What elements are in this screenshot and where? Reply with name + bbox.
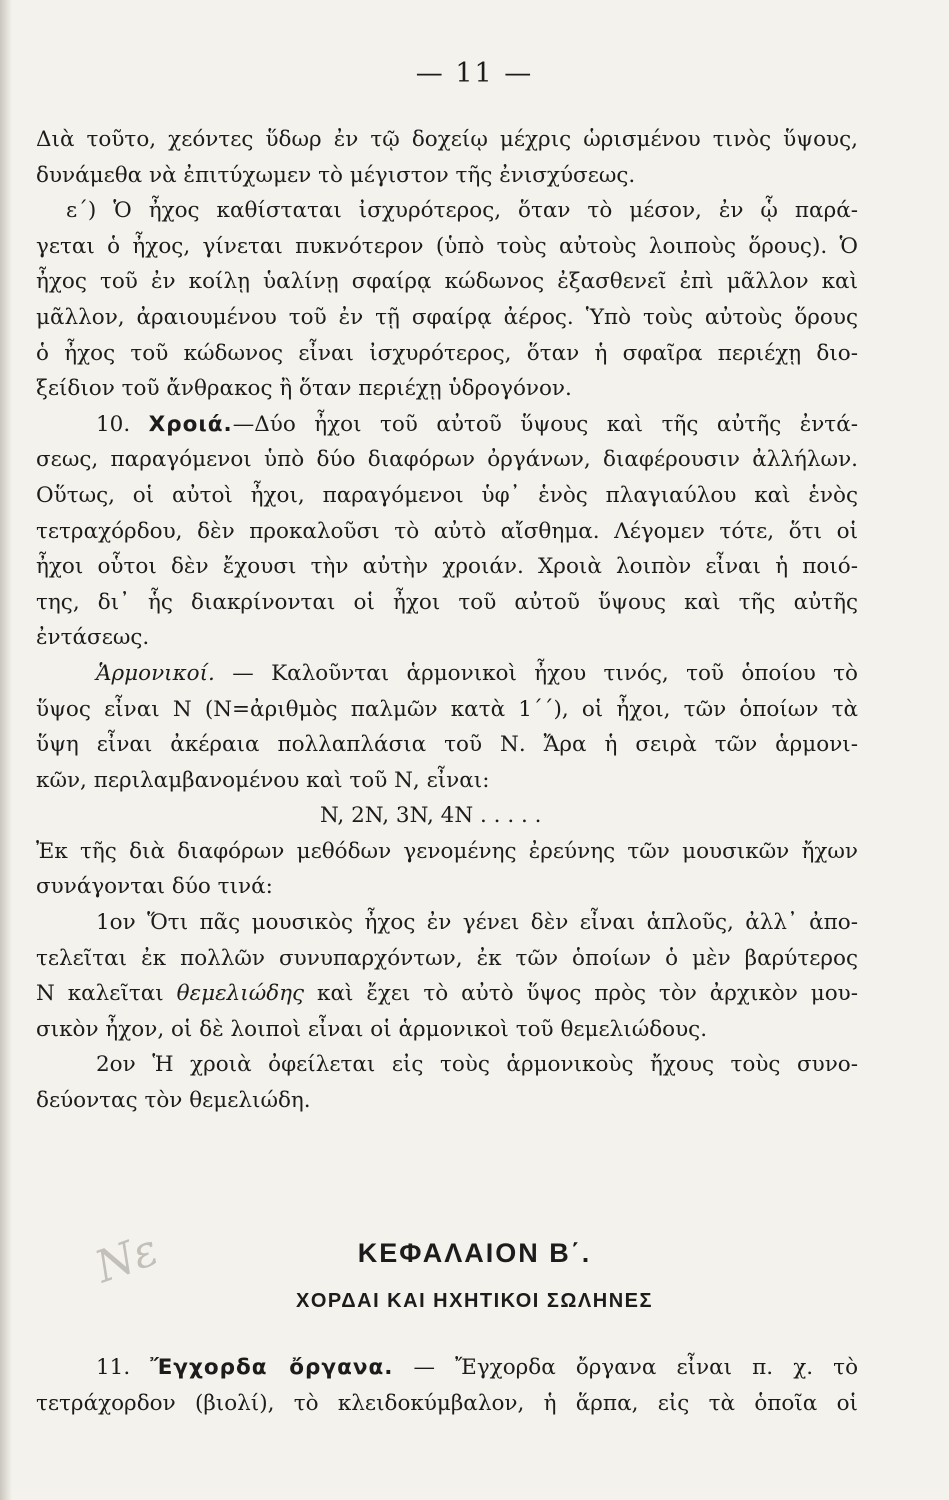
- text-line: της, δι᾽ ἧς διακρίνονται οἱ ἦχοι τοῦ αὐτοῦ ὕψους καὶ τῆς αὐτῆς: [36, 589, 858, 615]
- section-11-heading-line: [36, 1350, 858, 1386]
- text-line: τελεῖται ἐκ πολλῶν συνυπαρχόντων, ἐκ τῶν ὁποίων ὁ μὲν βαρύτερος: [36, 945, 858, 971]
- text-line-with-italic: [36, 976, 858, 1012]
- page-edge-shadow: [0, 0, 12, 1500]
- text-line: ὕψος εἶναι Ν (Ν=ἀριθμὸς παλμῶν κατὰ 1΄΄), οἱ ἦχοι, τῶν ὁποίων τὰ: [36, 696, 858, 722]
- text-fragment: καὶ ἔχει τὸ αὐτὸ ὕψος πρὸς τὸν ἀρχικὸν μου-: [317, 981, 858, 1007]
- text-line: γεται ὁ ἦχος, γίνεται πυκνότερον (ὑπὸ τοὺς αὐτοὺς λοιποὺς ὅρους). Ὁ: [36, 233, 858, 259]
- text-line: συνάγονται δύο τινά:: [36, 874, 273, 900]
- page-number: — 11 —: [415, 58, 534, 89]
- text-line: ἐντάσεως.: [36, 625, 150, 651]
- harmonic-series-formula: N, 2N, 3N, 4N . . . . .: [320, 803, 542, 829]
- section-title: Χροιά.: [148, 411, 233, 437]
- text-line: 2ον Ἡ χροιὰ ὀφείλεται εἰς τοὺς ἁρμονικοὺς ἤχους τοὺς συνο-: [96, 1052, 858, 1078]
- text-line: κῶν, περιλαμβανομένου καὶ τοῦ Ν, εἶναι:: [36, 767, 490, 793]
- text-fragment: — Καλοῦνται ἁρμονικοὶ ἦχου τινός, τοῦ ὁποίου τὸ: [232, 660, 858, 686]
- text-line: ἦχος τοῦ ἐν κοίλῃ ὑαλίνῃ σφαίρᾳ κώδωνος ἐξασθενεῖ ἐπὶ μᾶλλον καὶ: [36, 269, 858, 295]
- section-number: 11.: [96, 1355, 131, 1380]
- italic-term: θεμελιώδης: [176, 981, 305, 1007]
- text-line: ὁ ἦχος τοῦ κώδωνος εἶναι ἰσχυρότερος, ὅταν ἡ σφαῖρα περιέχῃ διο-: [36, 340, 858, 366]
- text-line: δεύοντας τὸν θεμελιώδη.: [36, 1088, 311, 1114]
- text-line: 1ον Ὅτι πᾶς μουσικὸς ἦχος ἐν γένει δὲν εἶναι ἁπλοῦς, ἀλλ᾽ ἀπο-: [96, 910, 858, 936]
- text-line: ἦχοι οὗτοι δὲν ἔχουσι τὴν αὐτὴν χροιάν. Χροιὰ λοιπὸν εἶναι ἡ ποιό-: [36, 554, 858, 580]
- harmonics-heading-line: [36, 656, 858, 692]
- text-line: Ἐκ τῆς διὰ διαφόρων μεθόδων γενομένης ἐρεύνης τῶν μουσικῶν ἤχων: [36, 838, 858, 864]
- chapter-title: ΚΕΦΑΛΑΙΟΝ Β΄.: [357, 1238, 592, 1268]
- text-line: ξείδιον τοῦ ἄνθρακος ἢ ὅταν περιέχῃ ὑδρογόνον.: [36, 376, 572, 402]
- text-line: Οὕτως, οἱ αὐτοὶ ἦχοι, παραγόμενοι ὑφ᾽ ἑνὸς πλαγιαύλου καὶ ἑνὸς: [36, 482, 858, 508]
- text-line: ὕψη εἶναι ἀκέραια πολλαπλάσια τοῦ Ν. Ἄρα ἡ σειρὰ τῶν ἁρμονι-: [36, 732, 858, 758]
- text-line: σεως, παραγόμενοι ὑπὸ δύο διαφόρων ὀργάνων, διαφέρουσιν ἀλλήλων.: [36, 447, 858, 473]
- text-line: Διὰ τοῦτο, χεόντες ὕδωρ ἐν τῷ δοχείῳ μέχρις ὡρισμένου τινὸς ὕψους,: [36, 127, 858, 152]
- text-line: τετράχορδον (βιολί), τὸ κλειδοκύμβαλον, ἡ ἅρπα, εἰς τὰ ὁποῖα οἱ: [36, 1390, 858, 1416]
- handwritten-margin-mark: Νε: [88, 1224, 165, 1294]
- text-line: τετραχόρδου, δὲν προκαλοῦσι τὸ αὐτὸ αἴσθημα. Λέγομεν τότε, ὅτι οἱ: [36, 518, 858, 544]
- text-fragment: — Ἔγχορδα ὄργανα εἶναι π. χ. τὸ: [413, 1355, 859, 1380]
- text-line: ε΄) Ὁ ἦχος καθίσταται ἰσχυρότερος, ὅταν τὸ μέσον, ἐν ᾧ παρά-: [66, 198, 858, 224]
- text-fragment: —Δύο ἦχοι τοῦ αὐτοῦ ὕψους καὶ τῆς αὐτῆς ἐντά-: [232, 411, 858, 437]
- section-11-text: [36, 1350, 858, 1421]
- chapter-subtitle: ΧΟΡΔΑΙ ΚΑΙ ΗΧΗΤΙΚΟΙ ΣΩΛΗΝΕΣ: [296, 1290, 653, 1312]
- harmonics-title: Ἁρμονικοί.: [96, 660, 215, 686]
- section-title: Ἔγχορδα ὄργανα.: [150, 1355, 394, 1380]
- text-line: μᾶλλον, ἀραιουμένου τοῦ ἐν τῇ σφαίρᾳ ἀέρος. Ὑπὸ τοὺς αὐτοὺς ὅρους: [36, 304, 858, 330]
- section-number: 10.: [96, 411, 131, 437]
- text-line: δυνάμεθα νὰ ἐπιτύχωμεν τὸ μέγιστον τῆς ἐνισχύσεως.: [36, 162, 636, 188]
- text-fragment: Ν καλεῖται: [36, 981, 164, 1007]
- main-text: [36, 122, 858, 1119]
- section-10-heading-line: [36, 407, 858, 443]
- text-line: σικὸν ἦχον, οἱ δὲ λοιποὶ εἶναι οἱ ἁρμονικοὶ τοῦ θεμελιώδους.: [36, 1016, 708, 1042]
